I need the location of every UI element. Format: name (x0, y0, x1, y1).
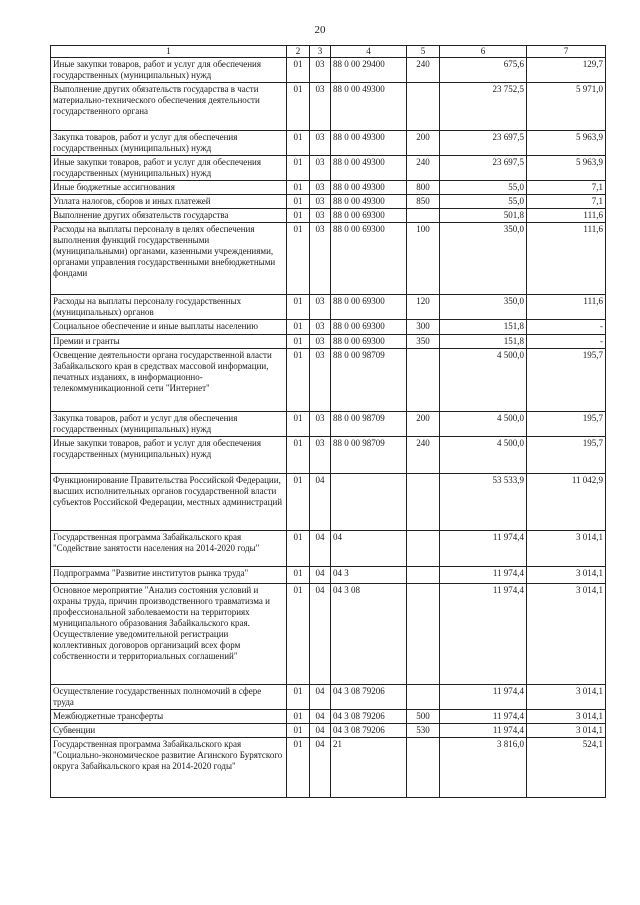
row-amount-executed-cell: - (527, 335, 606, 349)
row-target-article-cell: 88 0 00 69300 (331, 209, 407, 223)
table-row (51, 223, 606, 295)
row-subsection-cell: 04 (310, 710, 331, 724)
table-row (51, 685, 606, 710)
row-subsection-cell: 04 (310, 584, 331, 685)
row-section-cell: 01 (287, 156, 310, 181)
row-target-article-cell: 88 0 00 69300 (331, 335, 407, 349)
row-name-cell: Расходы на выплаты персоналу государственных (муниципальных) органов (51, 295, 287, 320)
row-name-cell: Уплата налогов, сборов и иных платежей (51, 195, 287, 209)
row-subsection-cell: 04 (310, 474, 331, 531)
row-target-article-cell: 88 0 00 49300 (331, 156, 407, 181)
row-amount-executed-cell: 3 014,1 (527, 724, 606, 738)
row-expense-type-cell: 100 (407, 223, 440, 295)
table-row (51, 335, 606, 349)
row-name-cell: Закупка товаров, работ и услуг для обеспечения государственных (муниципальных) нужд (51, 131, 287, 156)
row-expense-type-cell: 800 (407, 181, 440, 195)
table-row (51, 209, 606, 223)
row-amount-executed-cell: 129,7 (527, 58, 606, 83)
row-expense-type-cell: 120 (407, 295, 440, 320)
column-number: 5 (407, 46, 440, 58)
row-expense-type-cell (407, 567, 440, 584)
row-name-cell: Иные бюджетные ассигнования (51, 181, 287, 195)
row-subsection-cell: 03 (310, 320, 331, 335)
row-name-cell: Закупка товаров, работ и услуг для обеспечения государственных (муниципальных) нужд (51, 412, 287, 437)
row-name-cell: Освещение деятельности органа государственной власти Забайкальского края в средствах массовой информации, печатных изданиях, в информационно-телекоммуникационной сети "Интернет" (51, 349, 287, 412)
row-expense-type-cell: 850 (407, 195, 440, 209)
row-section-cell: 01 (287, 738, 310, 798)
table-row (51, 320, 606, 335)
row-name-cell: Подпрограмма "Развитие институтов рынка труда" (51, 567, 287, 584)
table-row (51, 474, 606, 531)
row-subsection-cell: 03 (310, 412, 331, 437)
row-expense-type-cell: 240 (407, 156, 440, 181)
row-amount-cell: 11 974,4 (440, 724, 527, 738)
row-target-article-cell: 88 0 00 69300 (331, 223, 407, 295)
row-amount-executed-cell: - (527, 320, 606, 335)
table-row (51, 349, 606, 412)
row-amount-executed-cell: 3 014,1 (527, 531, 606, 567)
row-target-article-cell: 04 3 08 (331, 584, 407, 685)
row-target-article-cell: 88 0 00 69300 (331, 320, 407, 335)
column-number: 3 (310, 46, 331, 58)
budget-table-body (51, 46, 606, 798)
row-amount-cell: 11 974,4 (440, 710, 527, 724)
row-name-cell: Расходы на выплаты персоналу в целях обеспечения выполнения функций государственными (муниципальными) органами, казенными учреждениями, органами управления государственными внебюджетными фондами (51, 223, 287, 295)
row-amount-executed-cell: 7,1 (527, 181, 606, 195)
row-amount-executed-cell: 5 963,9 (527, 156, 606, 181)
row-amount-cell: 11 974,4 (440, 567, 527, 584)
row-target-article-cell: 04 3 08 79206 (331, 685, 407, 710)
row-subsection-cell: 03 (310, 223, 331, 295)
row-amount-cell: 350,0 (440, 295, 527, 320)
row-expense-type-cell (407, 531, 440, 567)
table-row (51, 724, 606, 738)
row-target-article-cell: 88 0 00 98709 (331, 349, 407, 412)
row-section-cell: 01 (287, 685, 310, 710)
row-name-cell: Премии и гранты (51, 335, 287, 349)
row-subsection-cell: 03 (310, 181, 331, 195)
row-section-cell: 01 (287, 195, 310, 209)
row-expense-type-cell: 240 (407, 58, 440, 83)
table-row (51, 738, 606, 798)
row-expense-type-cell (407, 209, 440, 223)
row-expense-type-cell: 530 (407, 724, 440, 738)
row-amount-cell: 4 500,0 (440, 349, 527, 412)
table-row (51, 83, 606, 131)
row-subsection-cell: 03 (310, 131, 331, 156)
row-section-cell: 01 (287, 83, 310, 131)
row-target-article-cell: 88 0 00 98709 (331, 437, 407, 474)
row-section-cell: 01 (287, 131, 310, 156)
row-section-cell: 01 (287, 58, 310, 83)
row-name-cell: Иные закупки товаров, работ и услуг для обеспечения государственных (муниципальных) нужд (51, 58, 287, 83)
column-number: 4 (331, 46, 407, 58)
column-number: 1 (51, 46, 287, 58)
row-amount-executed-cell: 111,6 (527, 223, 606, 295)
row-section-cell: 01 (287, 710, 310, 724)
row-target-article-cell: 88 0 00 49300 (331, 131, 407, 156)
row-name-cell: Социальное обеспечение и иные выплаты населению (51, 320, 287, 335)
row-amount-cell: 23 752,5 (440, 83, 527, 131)
row-section-cell: 01 (287, 437, 310, 474)
row-subsection-cell: 03 (310, 156, 331, 181)
row-amount-executed-cell: 5 963,9 (527, 131, 606, 156)
row-subsection-cell: 03 (310, 335, 331, 349)
row-amount-cell: 23 697,5 (440, 156, 527, 181)
table-row (51, 295, 606, 320)
row-subsection-cell: 03 (310, 295, 331, 320)
row-target-article-cell: 88 0 00 98709 (331, 412, 407, 437)
row-expense-type-cell: 300 (407, 320, 440, 335)
row-target-article-cell: 88 0 00 49300 (331, 195, 407, 209)
column-number-row (51, 46, 606, 58)
column-number: 7 (527, 46, 606, 58)
row-subsection-cell: 03 (310, 83, 331, 131)
row-amount-cell: 53 533,9 (440, 474, 527, 531)
row-expense-type-cell (407, 474, 440, 531)
row-expense-type-cell: 240 (407, 437, 440, 474)
row-expense-type-cell: 500 (407, 710, 440, 724)
row-target-article-cell (331, 474, 407, 531)
row-target-article-cell: 04 (331, 531, 407, 567)
row-name-cell: Основное мероприятие "Анализ состояния условий и охраны труда, причин производственного травматизма и профессиональной заболеваемости на территориях муниципального образования Забайкальского края. Осуществление уведомительной регистрации коллективных договоров организаций всех форм собственности и территориальных соглашений" (51, 584, 287, 685)
row-section-cell: 01 (287, 295, 310, 320)
row-amount-executed-cell: 5 971,0 (527, 83, 606, 131)
row-name-cell: Осуществление государственных полномочий в сфере труда (51, 685, 287, 710)
row-amount-cell: 151,8 (440, 320, 527, 335)
row-name-cell: Иные закупки товаров, работ и услуг для обеспечения государственных (муниципальных) нужд (51, 437, 287, 474)
row-amount-cell: 55,0 (440, 195, 527, 209)
row-name-cell: Государственная программа Забайкальского края "Социально-экономическое развитие Агинского Бурятского округа Забайкальского края на 2014-2020 годы" (51, 738, 287, 798)
row-target-article-cell: 88 0 00 69300 (331, 295, 407, 320)
row-name-cell: Выполнение других обязательств государства в части материально-технического обеспечения деятельности государственного органа (51, 83, 287, 131)
row-amount-executed-cell: 111,6 (527, 209, 606, 223)
row-target-article-cell: 04 3 08 79206 (331, 724, 407, 738)
row-amount-executed-cell: 195,7 (527, 437, 606, 474)
budget-table (50, 45, 606, 798)
table-row (51, 156, 606, 181)
row-amount-cell: 3 816,0 (440, 738, 527, 798)
row-expense-type-cell: 200 (407, 131, 440, 156)
row-subsection-cell: 04 (310, 738, 331, 798)
row-subsection-cell: 04 (310, 567, 331, 584)
table-row (51, 58, 606, 83)
row-amount-cell: 675,6 (440, 58, 527, 83)
column-number: 6 (440, 46, 527, 58)
row-subsection-cell: 03 (310, 209, 331, 223)
row-target-article-cell: 04 3 08 79206 (331, 710, 407, 724)
row-amount-cell: 55,0 (440, 181, 527, 195)
row-name-cell: Государственная программа Забайкальского края "Содействие занятости населения на 2014-2020 годы" (51, 531, 287, 567)
table-row (51, 181, 606, 195)
row-amount-cell: 501,8 (440, 209, 527, 223)
row-target-article-cell: 04 3 (331, 567, 407, 584)
row-amount-executed-cell: 195,7 (527, 349, 606, 412)
row-expense-type-cell (407, 83, 440, 131)
table-row (51, 567, 606, 584)
row-amount-executed-cell: 3 014,1 (527, 567, 606, 584)
row-name-cell: Субвенции (51, 724, 287, 738)
table-row (51, 437, 606, 474)
row-amount-cell: 11 974,4 (440, 531, 527, 567)
row-section-cell: 01 (287, 223, 310, 295)
row-subsection-cell: 03 (310, 58, 331, 83)
row-amount-cell: 350,0 (440, 223, 527, 295)
table-row (51, 531, 606, 567)
row-section-cell: 01 (287, 567, 310, 584)
row-expense-type-cell (407, 349, 440, 412)
row-amount-executed-cell: 195,7 (527, 412, 606, 437)
row-expense-type-cell (407, 685, 440, 710)
row-amount-cell: 151,8 (440, 335, 527, 349)
row-subsection-cell: 03 (310, 195, 331, 209)
row-section-cell: 01 (287, 531, 310, 567)
row-amount-cell: 4 500,0 (440, 412, 527, 437)
row-amount-executed-cell: 111,6 (527, 295, 606, 320)
row-target-article-cell: 88 0 00 29400 (331, 58, 407, 83)
row-subsection-cell: 04 (310, 724, 331, 738)
row-subsection-cell: 04 (310, 685, 331, 710)
table-row (51, 412, 606, 437)
row-target-article-cell: 88 0 00 49300 (331, 181, 407, 195)
row-subsection-cell: 04 (310, 531, 331, 567)
row-amount-executed-cell: 7,1 (527, 195, 606, 209)
row-section-cell: 01 (287, 724, 310, 738)
row-amount-cell: 23 697,5 (440, 131, 527, 156)
row-amount-cell: 11 974,4 (440, 685, 527, 710)
row-subsection-cell: 03 (310, 437, 331, 474)
row-amount-executed-cell: 11 042,9 (527, 474, 606, 531)
column-number: 2 (287, 46, 310, 58)
row-expense-type-cell (407, 738, 440, 798)
row-expense-type-cell: 350 (407, 335, 440, 349)
row-name-cell: Межбюджетные трансферты (51, 710, 287, 724)
table-row (51, 131, 606, 156)
row-amount-executed-cell: 3 014,1 (527, 710, 606, 724)
row-section-cell: 01 (287, 209, 310, 223)
row-name-cell: Функционирование Правительства Российской Федерации, высших исполнительных органов государственной власти субъектов Российской Федерации, местных администраций (51, 474, 287, 531)
row-section-cell: 01 (287, 412, 310, 437)
row-amount-cell: 11 974,4 (440, 584, 527, 685)
row-target-article-cell: 21 (331, 738, 407, 798)
row-expense-type-cell: 200 (407, 412, 440, 437)
row-amount-executed-cell: 524,1 (527, 738, 606, 798)
row-section-cell: 01 (287, 584, 310, 685)
table-row (51, 195, 606, 209)
row-name-cell: Выполнение других обязательств государства (51, 209, 287, 223)
row-section-cell: 01 (287, 320, 310, 335)
table-row (51, 710, 606, 724)
row-amount-cell: 4 500,0 (440, 437, 527, 474)
row-section-cell: 01 (287, 181, 310, 195)
row-name-cell: Иные закупки товаров, работ и услуг для обеспечения государственных (муниципальных) нужд (51, 156, 287, 181)
page-number: 20 (314, 24, 326, 36)
row-amount-executed-cell: 3 014,1 (527, 584, 606, 685)
row-section-cell: 01 (287, 349, 310, 412)
row-target-article-cell: 88 0 00 49300 (331, 83, 407, 131)
row-expense-type-cell (407, 584, 440, 685)
row-subsection-cell: 03 (310, 349, 331, 412)
row-amount-executed-cell: 3 014,1 (527, 685, 606, 710)
row-section-cell: 01 (287, 474, 310, 531)
row-section-cell: 01 (287, 335, 310, 349)
table-row (51, 584, 606, 685)
